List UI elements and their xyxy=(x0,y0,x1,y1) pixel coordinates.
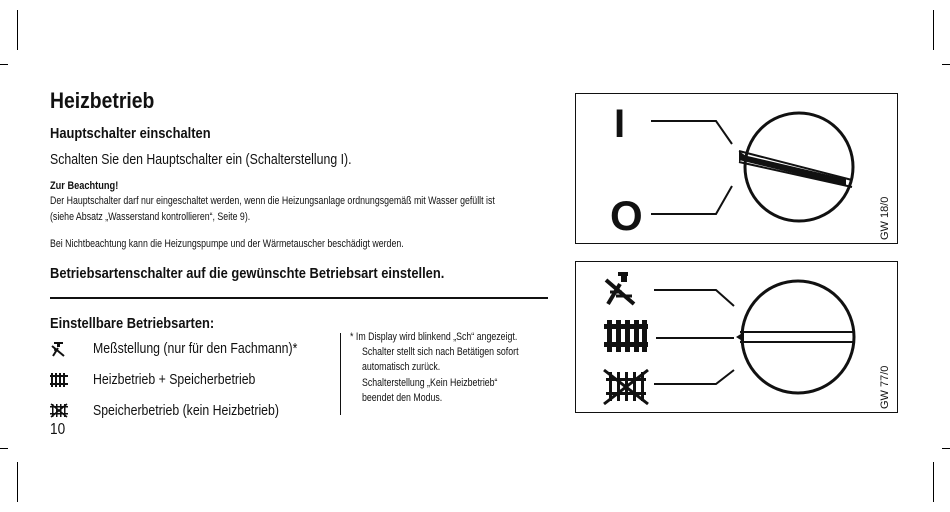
mode-switch-figure xyxy=(575,261,898,413)
radiator-icon xyxy=(604,320,648,352)
crop-mark xyxy=(17,10,18,50)
radiator-icon xyxy=(50,373,68,387)
crop-mark xyxy=(0,448,8,449)
chimney-sweep-icon xyxy=(606,272,634,304)
switch-pos-off: O xyxy=(610,192,643,239)
switch-pos-on: I xyxy=(614,102,626,146)
figure-label: GW 77/0 xyxy=(879,365,891,409)
footnote-text: Schalter stellt sich nach Betätigen sofort xyxy=(362,346,519,358)
main-switch-instruction: Schalten Sie den Hauptschalter ein (Schalterstellung I). xyxy=(50,151,352,168)
modes-heading: Einstellbare Betriebsarten: xyxy=(50,315,215,332)
crop-mark xyxy=(942,64,950,65)
page-title: Heizbetrieb xyxy=(50,88,155,113)
footnote-text: beendet den Modus. xyxy=(362,392,443,404)
notice-warning: Bei Nichtbeachtung kann die Heizungspumpe und der Wärmetauscher beschädigt werden. xyxy=(50,238,404,250)
mode-switch-diagram xyxy=(576,262,896,411)
mode-label-heating: Heizbetrieb + Speicherbetrieb xyxy=(93,371,256,388)
divider xyxy=(50,297,548,299)
mode-switch-heading: Betriebsartenschalter auf die gewünschte Betriebsart einstellen. xyxy=(50,265,445,282)
notice-heading: Zur Beachtung! xyxy=(50,180,119,192)
crop-mark xyxy=(17,462,18,502)
main-switch-figure xyxy=(575,93,898,244)
crop-mark xyxy=(933,462,934,502)
footnote-text: Schalterstellung „Kein Heizbetrieb“ xyxy=(362,377,498,389)
crop-mark xyxy=(942,448,950,449)
footnote-text: automatisch zurück. xyxy=(362,361,441,373)
notice-text: (siehe Absatz „Wasserstand kontrollieren“, Seite 9). xyxy=(50,211,251,223)
crop-mark xyxy=(0,64,8,65)
figure-label: GW 18/0 xyxy=(879,196,891,240)
radiator-crossed-icon xyxy=(604,370,648,404)
radiator-crossed-icon xyxy=(50,403,68,418)
mode-label-measurement: Meßstellung (nur für den Fachmann)* xyxy=(93,340,298,357)
mode-label-storage: Speicherbetrieb (kein Heizbetrieb) xyxy=(93,402,279,419)
main-switch-diagram xyxy=(576,94,896,242)
page-number: 10 xyxy=(50,421,66,438)
footnote-separator xyxy=(340,333,341,415)
chimney-sweep-icon xyxy=(50,342,66,358)
crop-mark xyxy=(933,10,934,50)
main-switch-heading: Hauptschalter einschalten xyxy=(50,125,211,142)
footnote-text: * Im Display wird blinkend „Sch“ angezeigt. xyxy=(350,331,518,343)
notice-text: Der Hauptschalter darf nur eingeschaltet werden, wenn die Heizungsanlage ordnungsgemäß mit Wasser gefüllt ist xyxy=(50,195,495,207)
